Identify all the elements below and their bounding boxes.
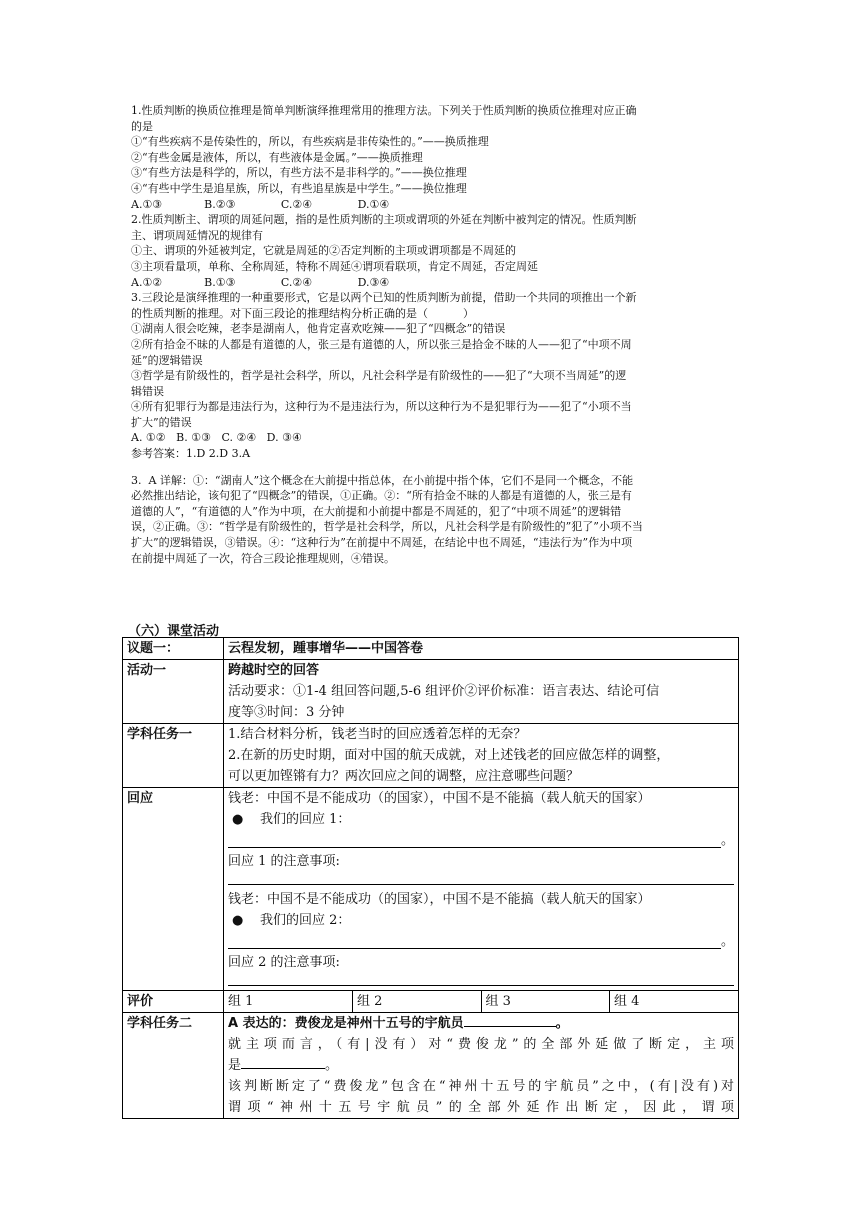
activity-label: 活动一 <box>123 660 224 724</box>
task2-line: 就主项而言，（有|没有）对“费俊龙”的全部外延做了断定，主项 <box>228 1037 734 1052</box>
qian-quote: 钱老：中国不是不能成功（的国家），中国不是不能搞（载人航天的国家） <box>228 892 651 907</box>
task2-text: 是 <box>228 1058 242 1073</box>
task1-line: 2.在新的历史时期，面对中国的航天成就，对上述钱老的回应做怎样的调整， <box>228 748 670 763</box>
question-1-line: ①“有些疾病不是传染性的，所以，有些疾病是非传染性的。”——换质推理 <box>131 135 489 149</box>
task2-heading: A 表达的：费俊龙是神州十五号的宇航员 <box>228 1016 464 1031</box>
group-3-cell[interactable]: 组 3 <box>481 991 610 1012</box>
task1-cell <box>224 724 739 788</box>
explanation-line: 误，②正确。③：“哲学是有阶级性的，哲学是社会科学，所以，凡社会科学是有阶级性的”犯了”小项不当 <box>131 520 643 534</box>
group-2-cell[interactable]: 组 2 <box>353 991 482 1012</box>
task2-cell <box>224 1013 739 1119</box>
explanation-line: 必然推出结论，该句犯了“四概念”的错误，①正确。②：“所有拾金不昧的人都是有道德的人，张三是有 <box>131 489 632 503</box>
response-2-item <box>228 910 734 931</box>
response-cell <box>224 788 739 991</box>
question-3-options: A. ①② B. ①③ C. ②④ D. ③④ <box>131 431 302 445</box>
task2-heading-line <box>228 1013 734 1034</box>
note-2-answer-field[interactable] <box>228 973 734 986</box>
activity-cell <box>224 660 739 724</box>
topic-value: 云程发轫，踵事增华——中国答卷 <box>224 638 739 660</box>
question-3-line: 延”的逻辑错误 <box>131 353 203 367</box>
question-2-options: A.①② B.①③ C.②④ D.③④ <box>131 275 390 289</box>
task1-label: 学科任务一 <box>123 724 224 788</box>
evaluation-cell <box>224 991 739 1013</box>
question-2-line: 2.性质判断主、谓项的周延问题，指的是性质判断的主项或谓项的外延在判断中被判定的情况。性质判断 <box>131 213 637 227</box>
question-3-line: 的性质判断的推理。对下面三段论的推理结构分析正确的是（ ） <box>131 306 474 320</box>
task1-line: 1.结合材料分析，钱老当时的回应透着怎样的无奈？ <box>228 727 527 742</box>
task2-line-3 <box>228 1055 734 1076</box>
task1-row <box>123 724 739 788</box>
explanation-line: 道德的人”，“有道德的人”作为中项，在大前提和小前提中都是不周延的，犯了“中项不周延”的逻辑错 <box>131 504 622 518</box>
question-1-line: 的是 <box>131 119 153 133</box>
question-1-line: ④“有些中学生是追星族，所以，有些追星族是中学生。”——换位推理 <box>131 181 467 195</box>
classroom-activity-table <box>122 637 739 1119</box>
period: 。 <box>325 1058 339 1073</box>
question-2-line: 主、谓项周延情况的规律有 <box>131 228 263 242</box>
question-3-line: 3.三段论是演绎推理的一种重要形式，它是以两个已知的性质判断为前提，借助一个共同的项推出一个新 <box>131 291 637 305</box>
response-2-label: 我们的回应 2： <box>260 913 351 928</box>
task2-line: 谓项“神州十五号宇航员”的全部外延作出断定，因此，谓项 <box>228 1100 734 1115</box>
activity-row <box>123 660 739 724</box>
explanation-line: 扩大”的逻辑错误，③错误。④：“这种行为”在前提中不周延，在结论中也不周延，“违法行为”作为中项 <box>131 536 633 550</box>
period: 。 <box>555 1016 569 1031</box>
evaluation-row <box>123 991 739 1013</box>
question-3-line: 辑错误 <box>131 384 164 398</box>
task2-heading-blank[interactable] <box>464 1015 556 1027</box>
group-grid <box>224 991 738 1012</box>
activity-requirement: 度等③时间：3 分钟 <box>228 705 345 720</box>
task2-row <box>123 1013 739 1119</box>
period: 。 <box>720 833 734 848</box>
question-3-line: ①湖南人很会吃辣，老李是湖南人，他肯定喜欢吃辣——犯了“四概念”的错误 <box>131 322 506 336</box>
response-2-answer-field[interactable] <box>228 936 721 949</box>
question-3-line: ③哲学是有阶级性的，哲学是社会科学，所以，凡社会科学是有阶级性的——犯了“大项不当周延”的逻 <box>131 369 627 383</box>
note-1-answer-field[interactable] <box>228 872 734 885</box>
qian-quote: 钱老：中国不是不能成功（的国家），中国不是不能搞（载人航天的国家） <box>228 791 651 806</box>
evaluation-label: 评价 <box>123 991 224 1013</box>
response-1-label: 我们的回应 1： <box>260 812 351 827</box>
question-block <box>131 103 731 566</box>
explanation-line: 3. A 详解：①：“湖南人”这个概念在大前提中指总体，在小前提中指个体，它们不是同一个概念，不能 <box>131 473 634 487</box>
topic-row <box>123 638 739 660</box>
question-2-line: ①主、谓项的外延被判定，它就是周延的②否定判断的主项或谓项都是不周延的 <box>131 244 516 258</box>
note-1-label: 回应 1 的注意事项: <box>228 854 340 869</box>
question-3-line: ④所有犯罪行为都是违法行为，这种行为不是违法行为，所以这种行为不是犯罪行为——犯了“小项不当 <box>131 400 632 414</box>
response-1-answer-field[interactable] <box>228 835 721 848</box>
task1-line: 可以更加铿锵有力？两次回应之间的调整，应注意哪些问题？ <box>228 769 580 784</box>
question-1-line: 1.性质判断的换质位推理是简单判断演绎推理常用的推理方法。下列关于性质判断的换质位推理对应正确 <box>131 104 637 117</box>
response-row <box>123 788 739 991</box>
note-2-label: 回应 2 的注意事项: <box>228 955 340 970</box>
group-1-cell[interactable]: 组 1 <box>228 994 254 1009</box>
response-1-item <box>228 809 734 830</box>
explanation-line: 在前提中周延了一次，符合三段论推理规则，④错误。 <box>131 551 395 565</box>
period: 。 <box>720 934 734 949</box>
task2-line: 该判断断定了“费俊龙”包含在“神州十五号的宇航员”之中，(有|没有)对 <box>228 1079 734 1094</box>
question-1-line: ③“有些方法是科学的，所以，有些方法不是非科学的。”——换位推理 <box>131 166 467 180</box>
response-2-blank-line[interactable] <box>228 931 734 952</box>
question-3-line: 扩大”的错误 <box>131 415 192 429</box>
question-2-line: ③主项看量项，单称、全称周延，特称不周延④谓项看联项，肯定不周延，否定周延 <box>131 259 538 273</box>
activity-title: 跨越时空的回答 <box>228 663 320 678</box>
topic-label: 议题一： <box>123 638 224 660</box>
response-1-blank-line[interactable] <box>228 830 734 851</box>
response-label: 回应 <box>123 788 224 991</box>
task2-subject-blank[interactable] <box>241 1057 325 1069</box>
task2-label: 学科任务二 <box>123 1013 224 1119</box>
bullet-icon: ● <box>232 812 244 827</box>
answer-reference: 参考答案：1.D 2.D 3.A <box>131 447 251 461</box>
bullet-icon: ● <box>232 913 244 928</box>
section-title: （六）课堂活动 <box>128 624 220 639</box>
activity-requirement: 活动要求：①1-4 组回答问题,5-6 组评价②评价标准：语言表达、结论可信 <box>228 684 660 699</box>
group-4-cell[interactable]: 组 4 <box>610 991 739 1012</box>
answer-explanation <box>131 473 731 567</box>
question-1-line: ②“有些金属是液体，所以，有些液体是金属。”——换质推理 <box>131 150 423 164</box>
question-3-line: ②所有拾金不昧的人都是有道德的人，张三是有道德的人，所以张三是拾金不昧的人——犯了“中项不周 <box>131 337 632 351</box>
question-1-options: A.①③ B.②③ C.②④ D.①④ <box>131 197 390 211</box>
